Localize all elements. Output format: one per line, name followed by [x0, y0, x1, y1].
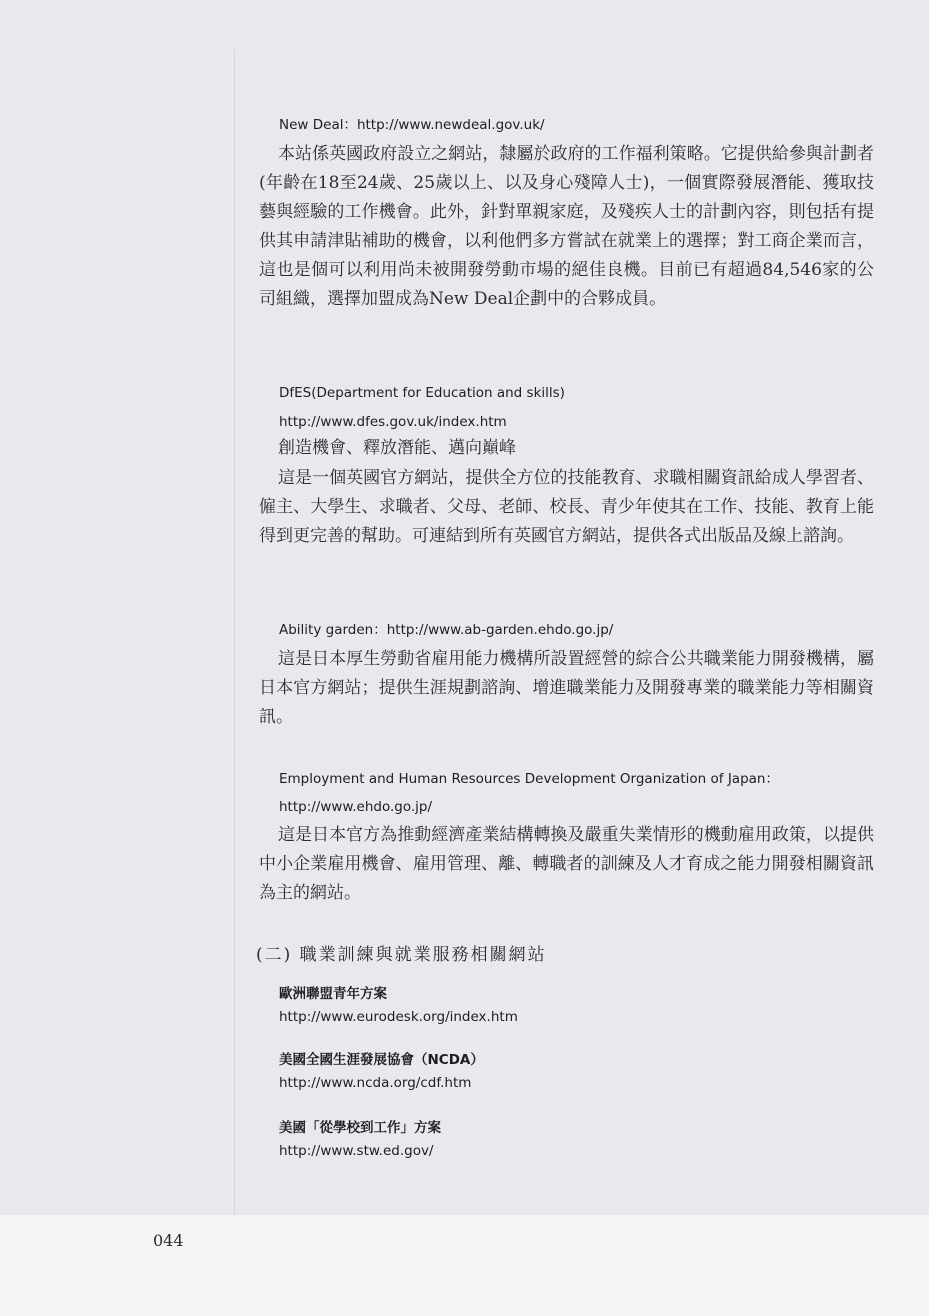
margin-rule [234, 50, 235, 1215]
ability-garden-heading: Ability garden：http://www.ab-garden.ehdo.go.jp/ [279, 622, 614, 638]
ehdo-description: 這是日本官方為推動經濟產業結構轉換及嚴重失業情形的機動雇用政策，以提供中小企業雇用機會、雇用管理、離、轉職者的訓練及人才育成之能力開發相關資訊為主的網站。 [259, 825, 874, 903]
page-number: 044 [153, 1231, 184, 1250]
ability-garden-description: 這是日本厚生勞動省雇用能力機構所設置經營的綜合公共職業能力開發機構，屬日本官方網站；提供生涯規劃諮詢、增進職業能力及開發專業的職業能力等相關資訊。 [259, 649, 874, 727]
stw-name: 美國「從學校到工作」方案 [279, 1120, 441, 1136]
ehdo-heading: Employment and Human Resources Development Organization of Japan： [279, 771, 779, 787]
section-two-title: (二) 職業訓練與就業服務相關網站 [256, 945, 547, 965]
ncda-url: http://www.ncda.org/cdf.htm [279, 1075, 472, 1091]
dfes-tagline: 創造機會、釋放潛能、邁向巔峰 [278, 438, 516, 458]
dfes-url: http://www.dfes.gov.uk/index.htm [279, 414, 507, 430]
eurodesk-url: http://www.eurodesk.org/index.htm [279, 1009, 518, 1025]
new-deal-description: 本站係英國政府設立之網站，隸屬於政府的工作福利策略。它提供給參與計劃者 (年齡在18至24歲、25歲以上、以及身心殘障人士)，一個實際發展潛能、獲取技藝與經驗的工作機會。此外，針對單親家庭，及殘疾人士的計劃內容，則包括有提供其申請津貼補助的機會，以利他們多方嘗試在就業上的選擇；對工商企業而言，這也是個可以利用尚未被開發勞動市場的絕佳良機。目前已有超過84,546家的公司組織，選擇加盟成為New Deal企劃中的合夥成員。 [259, 144, 874, 309]
ehdo-url: http://www.ehdo.go.jp/ [279, 799, 433, 815]
new-deal-heading: New Deal：http://www.newdeal.gov.uk/ [279, 117, 545, 133]
ncda-name: 美國全國生涯發展協會（NCDA） [279, 1052, 484, 1068]
dfes-description: 這是一個英國官方網站，提供全方位的技能教育、求職相關資訊給成人學習者、僱主、大學生、求職者、父母、老師、校長、青少年使其在工作、技能、教育上能得到更完善的幫助。可連結到所有英國官方網站，提供各式出版品及線上諮詢。 [259, 468, 874, 546]
eurodesk-name: 歐洲聯盟青年方案 [279, 986, 387, 1002]
dfes-heading: DfES(Department for Education and skills) [279, 385, 565, 401]
stw-url: http://www.stw.ed.gov/ [279, 1143, 434, 1159]
page-bottom-band [0, 1215, 929, 1316]
